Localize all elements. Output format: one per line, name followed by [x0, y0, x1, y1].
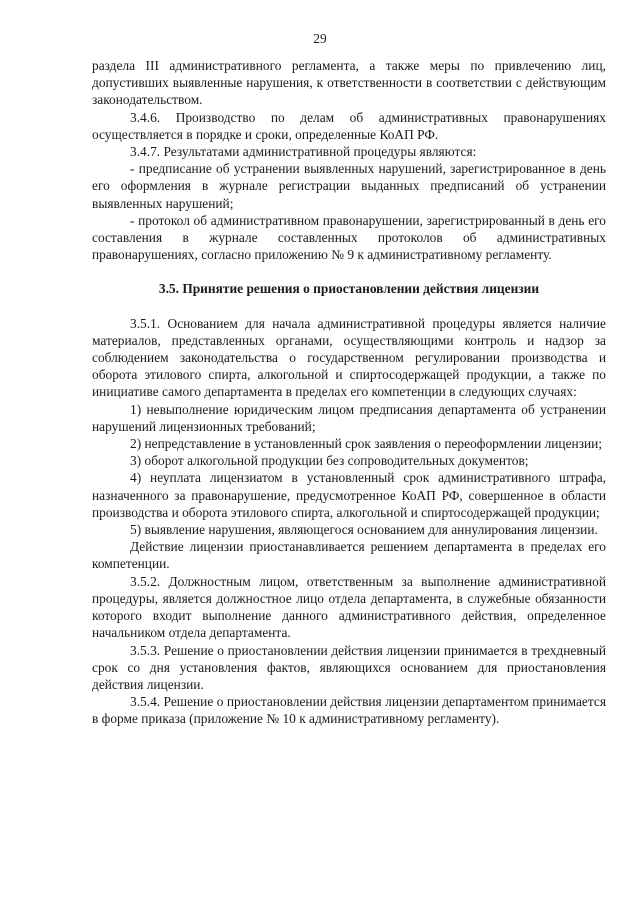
list-item-case-5: 5) выявление нарушения, являющегося основанием для аннулирования лицензии. — [130, 522, 598, 538]
paragraph-suspension: Действие лицензии приостанавливается решением департамента в пределах его компетенции. — [92, 539, 606, 572]
document-body — [92, 57, 606, 728]
paragraph-3-5-4: 3.5.4. Решение о приостановлении действия лицензии департаментом принимается в форме приказа (приложение № 10 к административному регламенту). — [92, 694, 606, 727]
page-number: 29 — [313, 31, 327, 46]
paragraph-3-4-7-item-b: - протокол об административном правонарушении, зарегистрированный в день его составления в журнале составленных протоколов об административных правонарушениях, согласно приложению № 9 к административному регламенту. — [92, 212, 606, 263]
paragraph-3-4-6: 3.4.6. Производство по делам об административных правонарушениях осуществляется в порядке и сроки, определенные КоАП РФ. — [92, 109, 606, 142]
list-item-case-3: 3) оборот алкогольной продукции без сопроводительных документов; — [130, 453, 529, 469]
paragraph-3-5-1: 3.5.1. Основанием для начала административной процедуры является наличие материалов, представленных органами, осуществляющими контроль и надзор за соблюдением законодательства о государственном регулировании производства и оборота этилового спирта, алкогольной и спиртосодержащей продукции, а также по инициативе самого департамента в пределах его компетенции в следующих случаях: — [92, 315, 606, 400]
paragraph-3-4-7-item-a: - предписание об устранении выявленных нарушений, зарегистрированное в день его оформления в журнале регистрации выданных предписаний об устранении выявленных нарушений; — [92, 161, 606, 211]
list-item-case-2: 2) непредставление в установленный срок заявления о переоформлении лицензии; — [130, 436, 603, 452]
section-heading-3-5: 3.5. Принятие решения о приостановлении действия лицензии — [158, 281, 540, 297]
paragraph-3-5-2: 3.5.2. Должностным лицом, ответственным за выполнение административной процедуры, является должностное лицо отдела департамента, в служебные обязанности которого входит выполнение данного административного действия, определенное начальником отдела департамента. — [92, 573, 606, 641]
paragraph-3-4-7: 3.4.7. Результатами административной процедуры являются: — [130, 144, 477, 160]
list-item-case-1: 1) невыполнение юридическим лицом предписания департамента об устранении нарушений лицензионных требований; — [92, 401, 606, 434]
list-item-case-4: 4) неуплата лицензиатом в установленный срок административного штрафа, назначенного за правонарушение, предусмотренное КоАП РФ, совершенное в области производства и оборота этилового спирта, алкогольной и спиртосодержащей продукции; — [92, 470, 606, 520]
paragraph-continued: раздела III административного регламента, а также меры по привлечению лиц, допустивших выявленные нарушения, к ответственности в соответствии с действующим законодательством. — [92, 58, 606, 108]
paragraph-3-5-3: 3.5.3. Решение о приостановлении действия лицензии принимается в трехдневный срок со дня установления фактов, являющихся основанием для приостановления действия лицензии. — [92, 642, 606, 692]
